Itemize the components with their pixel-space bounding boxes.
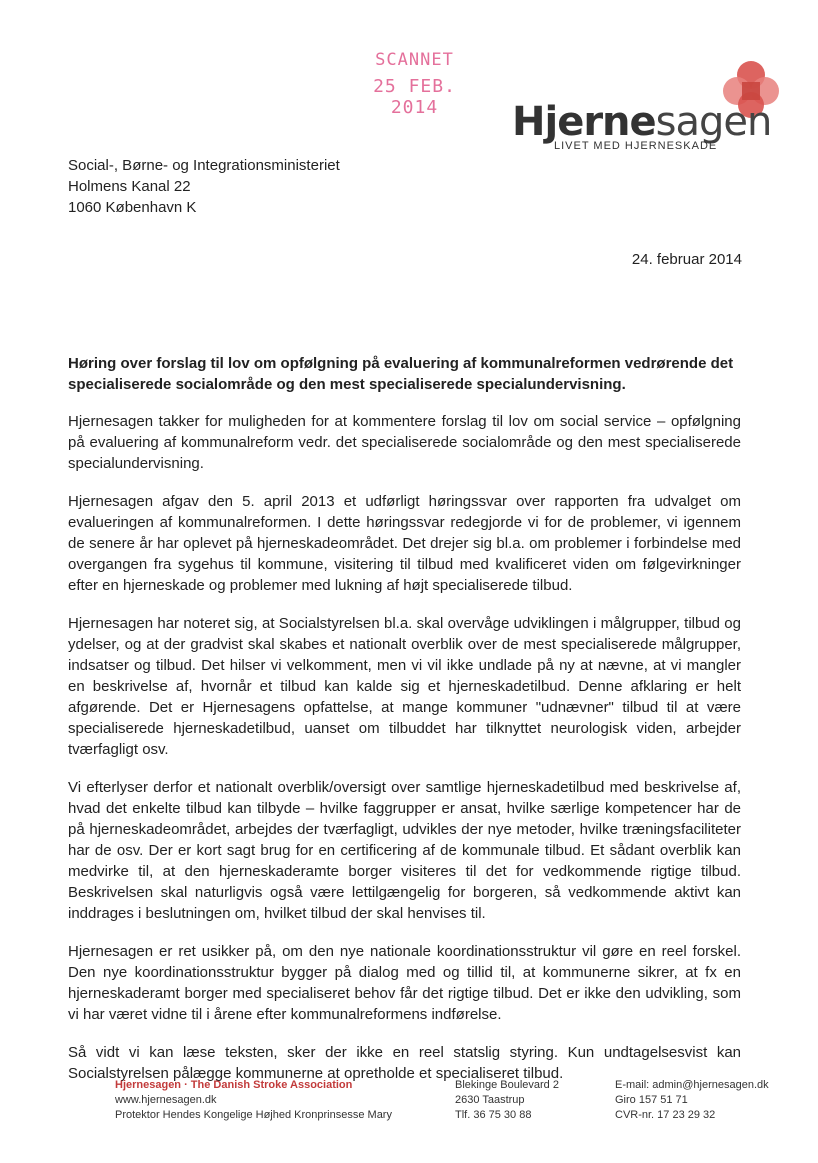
footer-cvr: CVR-nr. 17 23 29 32 bbox=[615, 1109, 716, 1121]
recipient-address bbox=[68, 155, 340, 218]
body-paragraph: Hjernesagen er ret usikker på, om den nye nationale koordinationsstruktur vil gøre en reel forskel. Den nye koordinationsstruktur bygger på dialog med og tillid til, at kommunerne sikrer, at fx en hjerneskaderamt borger med specialiseret behov får det rigtige tilbud. Det er ikke den udvikling, som vi har været vidne til i årene efter kommunalreformens indførelse. bbox=[68, 943, 741, 1023]
footer-patron: Protektor Hendes Kongelige Højhed Kronprinsesse Mary bbox=[115, 1109, 392, 1121]
body-paragraph: Hjernesagen takker for muligheden for at kommentere forslag til lov om social service – opfølgning på evaluering af kommunalreform vedr. det specialiserede socialområde og den mest specialiserede specialundervisning. bbox=[68, 413, 741, 472]
footer-city: 2630 Taastrup bbox=[455, 1094, 525, 1106]
hjernesagen-logo bbox=[512, 52, 792, 162]
address-line: 1060 København K bbox=[68, 199, 197, 216]
logo-word-light: sagen bbox=[655, 99, 772, 145]
footer-org-column bbox=[115, 1078, 392, 1123]
stamp-title: SCANNET bbox=[375, 50, 454, 70]
footer-website: www.hjernesagen.dk bbox=[115, 1094, 217, 1106]
letter-body bbox=[68, 353, 741, 1101]
logo-tagline: LIVET MED HJERNESKADE bbox=[554, 140, 718, 152]
footer-street: Blekinge Boulevard 2 bbox=[455, 1079, 559, 1091]
footer-contact-column bbox=[615, 1078, 769, 1123]
letter-date: 24. februar 2014 bbox=[631, 251, 742, 268]
logo-word-bold: Hjerne bbox=[512, 99, 656, 145]
logo-wordmark bbox=[512, 99, 772, 145]
body-paragraph: Så vidt vi kan læse teksten, sker der ikke en reel statslig styring. Kun undtagelsesvist kan Socialstyrelsen pålægge kommunerne at opretholde et specialiseret tilbud. bbox=[68, 1044, 741, 1082]
scanned-stamp bbox=[352, 50, 477, 118]
subject-heading: Høring over forslag til lov om opfølgning på evaluering af kommunalreformen vedrørende det specialiserede socialområde og den mest specialiserede specialundervisning. bbox=[68, 355, 734, 393]
address-line: Holmens Kanal 22 bbox=[68, 178, 191, 195]
footer-giro: Giro 157 51 71 bbox=[615, 1094, 688, 1106]
footer-phone: Tlf. 36 75 30 88 bbox=[455, 1109, 532, 1121]
stamp-date: 25 FEB. 2014 bbox=[373, 76, 456, 118]
body-paragraph: Vi efterlyser derfor et nationalt overblik/oversigt over samtlige hjerneskadetilbud med beskrivelse af, hvad det enkelte tilbud kan tilbyde – hvilke faggrupper er ansat, hvilke særlige kompetencer har de på hjerneskadeområdet, arbejdes der tværfagligt, udvikles der nye metoder, hvilke træningsfaciliteter har de osv. Der er kort sagt brug for en certificering af de kommunale tilbud. Et sådant overblik kan medvirke til, at den hjerneskaderamte borger visiteres til det for vedkommende rigtige tilbud. Beskrivelsen skal naturligvis også være lettilgængelig for borgeren, så vedkommende aktivt kan inddrages i beslutningen om, hvilket tilbud der skal henvises til. bbox=[68, 779, 741, 922]
body-paragraph: Hjernesagen afgav den 5. april 2013 et udførligt høringssvar over rapporten fra udvalget om evalueringen af kommunalreformen. I dette høringssvar redegjorde vi for de problemer, vi igennem de senere år har oplevet på hjerneskadeområdet. Det drejer sig bl.a. om problemer i forbindelse med overgangen fra sygehus til kommune, visitering til tilbud med kvalificeret viden om følgevirkninger efter en hjerneskade og problemer med lukning af højt specialiserede tilbud. bbox=[68, 493, 741, 594]
body-paragraph: Hjernesagen har noteret sig, at Socialstyrelsen bl.a. skal overvåge udviklingen i målgrupper, tilbud og ydelser, og at der gradvist skal skabes et nationalt overblik over de mest specialiserede målgrupper, indsatser og tilbud. Det hilser vi velkomment, men vi vil ikke undlade på ny at nævne, at vi mangler en beskrivelse af, hvornår et tilbud kan kalde sig et hjerneskadetilbud. Denne afklaring er helt afgørende. Det er Hjernesagens opfattelse, at mange kommuner "udnævner" tilbud til at være specialiserede hjerneskadetilbud, uanset om tilbuddet har tilknyttet neurologisk viden, arbejder tværfagligt osv. bbox=[68, 615, 741, 758]
footer-org-name: Hjernesagen · The Danish Stroke Association bbox=[115, 1079, 353, 1091]
footer-email: E-mail: admin@hjernesagen.dk bbox=[615, 1079, 769, 1091]
footer-address-column bbox=[455, 1078, 559, 1123]
address-line: Social-, Børne- og Integrationsministeriet bbox=[68, 157, 340, 174]
